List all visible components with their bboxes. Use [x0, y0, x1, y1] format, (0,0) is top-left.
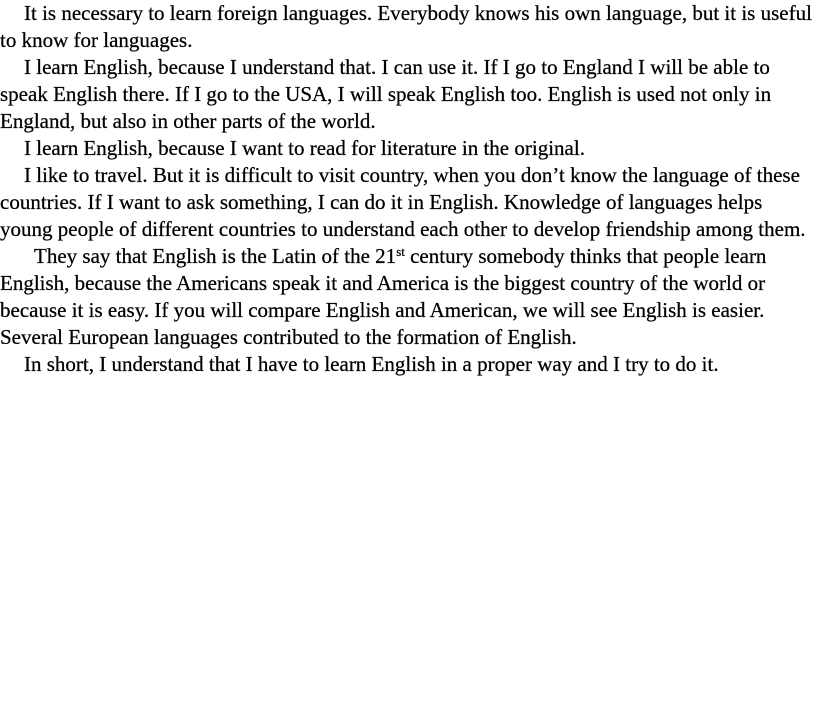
paragraph-3: I learn English, because I want to read for literature in the original.	[24, 136, 585, 160]
paragraph-6: In short, I understand that I have to learn English in a proper way and I try to do it.	[24, 352, 719, 376]
paragraph-5-text-after: century somebody thinks that people learn English, because the Americans speak it and America is the biggest country of the world or because it is easy. If you will compare English and American, we will see English is easier. Several European languages contributed to the formation of English.	[0, 244, 767, 349]
paragraph-2: I learn English, because I understand that. I can use it. If I go to England I will be able to speak English there. If I go to the USA, I will speak English too. English is used not only in England, but also in other parts of the world.	[0, 55, 772, 133]
ordinal-superscript: st	[396, 244, 405, 259]
paragraph-1: It is necessary to learn foreign languages. Everybody knows his own language, but it is useful to know for languages.	[0, 1, 812, 52]
paragraph-4: I like to travel. But it is difficult to visit country, when you don’t know the language of these countries. If I want to ask something, I can do it in English. Knowledge of languages helps young people of different countries to understand each other to develop friendship among them.	[0, 163, 806, 241]
paragraph-5-text-before: They say that English is the Latin of the 21	[34, 244, 397, 268]
paragraph-5	[0, 243, 816, 351]
